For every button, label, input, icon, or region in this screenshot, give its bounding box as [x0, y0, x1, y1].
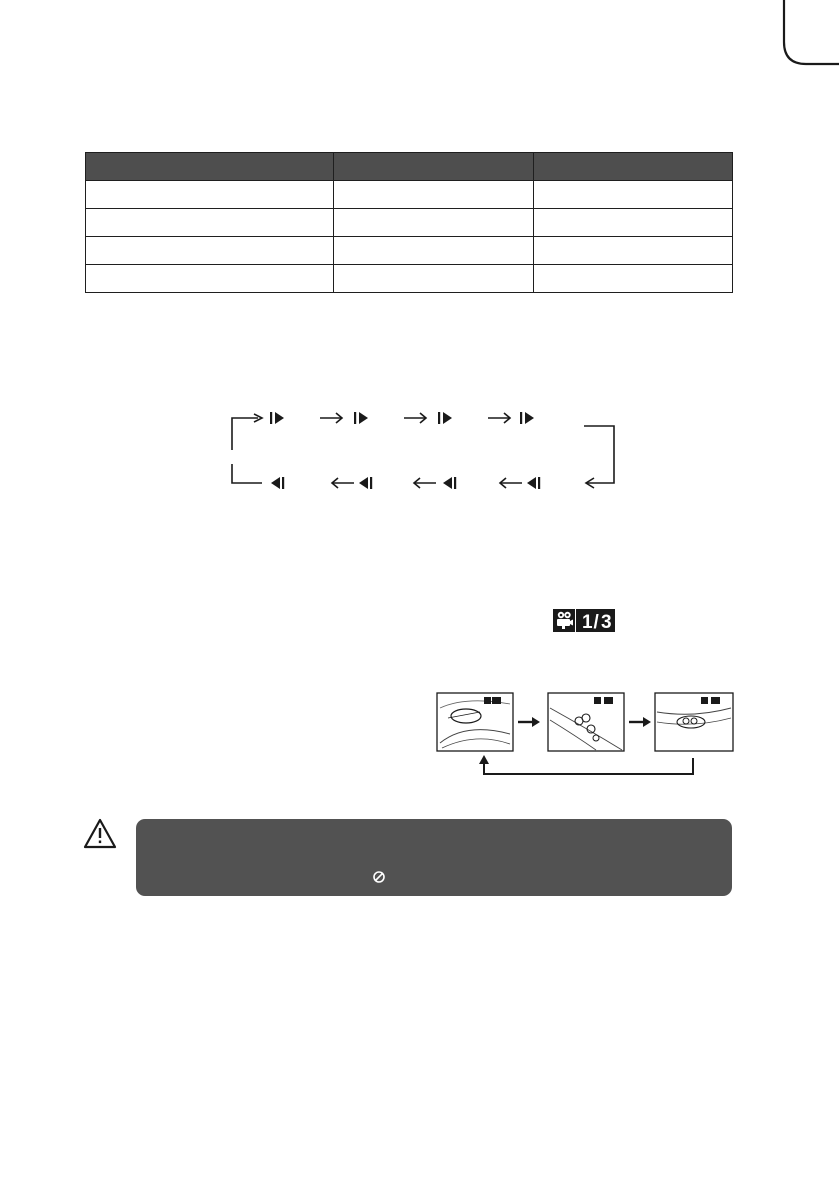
table-row [86, 237, 733, 265]
arrow-left-icon [500, 478, 522, 488]
table-cell [534, 181, 733, 209]
prohibit-icon [372, 870, 386, 884]
angle-thumbnail-3 [655, 693, 733, 751]
arrow-left-icon [414, 478, 436, 488]
arrow-right-icon [320, 413, 342, 423]
table-cell [86, 209, 334, 237]
loop-left-lower-connector [232, 464, 262, 483]
table-cell [334, 265, 534, 293]
table-cell [86, 265, 334, 293]
loop-right-connector [584, 426, 614, 483]
spec-table [85, 152, 733, 293]
angle-separator: / [593, 612, 599, 632]
table-header-cell [534, 153, 733, 181]
arrow-right-icon [629, 717, 651, 727]
table-row [86, 181, 733, 209]
warning-triangle-icon [82, 817, 118, 850]
table-cell [86, 237, 334, 265]
slow-reverse-icon [271, 477, 284, 489]
angle-thumbnail-2 [548, 693, 624, 751]
slow-reverse-icon [443, 477, 456, 489]
table-cell [534, 209, 733, 237]
slow-forward-icon [270, 412, 284, 424]
table-row [86, 265, 733, 293]
caution-note-box [136, 819, 732, 896]
table-header-cell [334, 153, 534, 181]
arrow-left-icon [332, 478, 354, 488]
slow-playback-flow-diagram [220, 412, 630, 496]
loop-back-arrow-icon [484, 758, 693, 774]
table-header-row [86, 153, 733, 181]
loop-left-connector [232, 418, 258, 450]
table-cell [534, 237, 733, 265]
slow-reverse-icon [359, 477, 372, 489]
slow-forward-row [270, 412, 534, 424]
arrow-right-icon [518, 717, 540, 727]
table-cell [334, 237, 534, 265]
page-trim-line [0, 0, 839, 80]
angle-indicator-badge [553, 609, 615, 632]
arrow-right-icon [404, 413, 426, 423]
slow-forward-icon [354, 412, 368, 424]
table-header-cell [86, 153, 334, 181]
table-cell [534, 265, 733, 293]
slow-forward-icon [520, 412, 534, 424]
angle-sequence-illustration [436, 688, 736, 784]
angle-thumbnail-1 [437, 693, 513, 751]
table-cell [334, 181, 534, 209]
slow-reverse-row [271, 477, 540, 489]
slow-forward-icon [438, 412, 452, 424]
table-cell [334, 209, 534, 237]
arrow-right-icon [488, 413, 510, 423]
angle-total: 3 [601, 612, 612, 632]
slow-reverse-icon [527, 477, 540, 489]
table-cell [86, 181, 334, 209]
angle-current: 1 [582, 612, 593, 632]
table-row [86, 209, 733, 237]
